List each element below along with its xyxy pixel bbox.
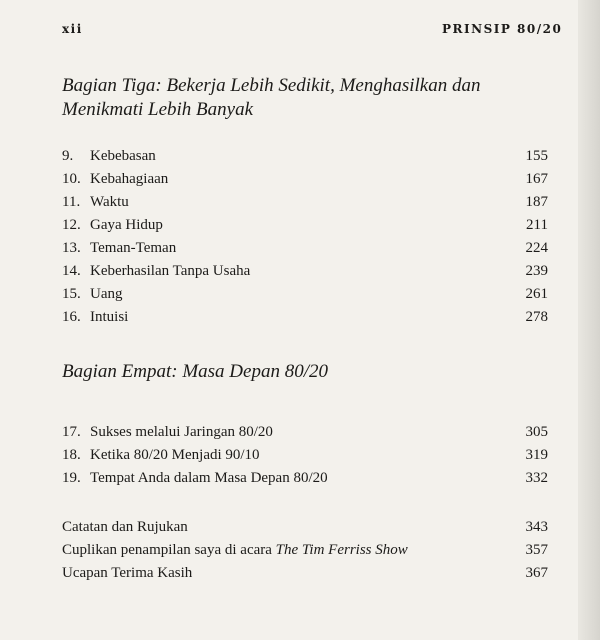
part-three-title-line2: Menikmati Lebih Banyak xyxy=(62,99,254,120)
entry-title: Sukses melalui Jaringan 80/20 xyxy=(90,424,273,440)
entry-page: 167 xyxy=(525,171,548,187)
entry-number: 11. xyxy=(62,194,81,210)
toc-entry[interactable] xyxy=(62,214,548,237)
entry-title: Ketika 80/20 Menjadi 90/10 xyxy=(90,447,260,463)
toc-entry-notes[interactable] xyxy=(62,516,548,539)
entry-number: 18. xyxy=(62,447,81,463)
entry-page: 278 xyxy=(525,309,548,325)
entry-title: Waktu xyxy=(90,194,129,210)
entry-page: 155 xyxy=(525,148,548,164)
entry-page: 343 xyxy=(525,519,548,535)
page-edge xyxy=(578,0,600,640)
entry-title: Tempat Anda dalam Masa Depan 80/20 xyxy=(90,470,328,486)
entry-page: 224 xyxy=(525,240,548,256)
entry-number: 9. xyxy=(62,148,74,164)
entry-title: Keberhasilan Tanpa Usaha xyxy=(90,263,251,279)
entry-page: 332 xyxy=(525,470,548,486)
part-three-title-line1: Bagian Tiga: Bekerja Lebih Sedikit, Menghasilkan dan xyxy=(62,75,481,96)
toc-entry-thanks[interactable] xyxy=(62,562,548,585)
entry-page: 211 xyxy=(526,217,548,233)
part-four-title: Bagian Empat: Masa Depan 80/20 xyxy=(62,361,328,382)
entry-title: Catatan dan Rujukan xyxy=(62,519,188,535)
show-name: The Tim Ferriss Show xyxy=(275,542,408,558)
running-title: PRINSIP 80/20 xyxy=(442,22,563,36)
entry-page: 305 xyxy=(525,424,548,440)
entry-number: 17. xyxy=(62,424,81,440)
entry-number: 13. xyxy=(62,240,81,256)
toc-entry[interactable] xyxy=(62,306,548,329)
entry-number: 19. xyxy=(62,470,81,486)
entry-page: 239 xyxy=(525,263,548,279)
entry-number: 10. xyxy=(62,171,81,187)
entry-title: Kebebasan xyxy=(90,148,156,164)
entry-title: Kebahagiaan xyxy=(90,171,169,187)
entry-title: Intuisi xyxy=(90,309,129,325)
entry-title: Cuplikan penampilan saya di acara xyxy=(62,542,276,558)
entry-page: 319 xyxy=(525,447,548,463)
back-matter-contents xyxy=(62,516,548,585)
entry-number: 14. xyxy=(62,263,81,279)
toc-entry[interactable] xyxy=(62,467,548,490)
toc-entry[interactable] xyxy=(62,283,548,306)
entry-number: 16. xyxy=(62,309,81,325)
entry-title: Uang xyxy=(90,286,123,302)
toc-entry-excerpt[interactable] xyxy=(62,539,548,562)
toc-entry[interactable] xyxy=(62,260,548,283)
part-three-title xyxy=(62,74,480,122)
toc-entry[interactable] xyxy=(62,145,548,168)
entry-number: 15. xyxy=(62,286,81,302)
page-number: xii xyxy=(62,22,83,36)
entry-number: 12. xyxy=(62,217,81,233)
toc-entry[interactable] xyxy=(62,191,548,214)
entry-page: 187 xyxy=(525,194,548,210)
part-four-contents xyxy=(62,421,548,490)
entry-title: Gaya Hidup xyxy=(90,217,163,233)
entry-title: Teman-Teman xyxy=(90,240,177,256)
toc-entry[interactable] xyxy=(62,444,548,467)
part-three-contents xyxy=(62,145,548,329)
toc-entry[interactable] xyxy=(62,237,548,260)
entry-page: 367 xyxy=(525,565,548,581)
entry-page: 261 xyxy=(525,286,548,302)
toc-entry[interactable] xyxy=(62,421,548,444)
entry-title: Ucapan Terima Kasih xyxy=(62,565,193,581)
toc-entry[interactable] xyxy=(62,168,548,191)
entry-page: 357 xyxy=(525,542,548,558)
